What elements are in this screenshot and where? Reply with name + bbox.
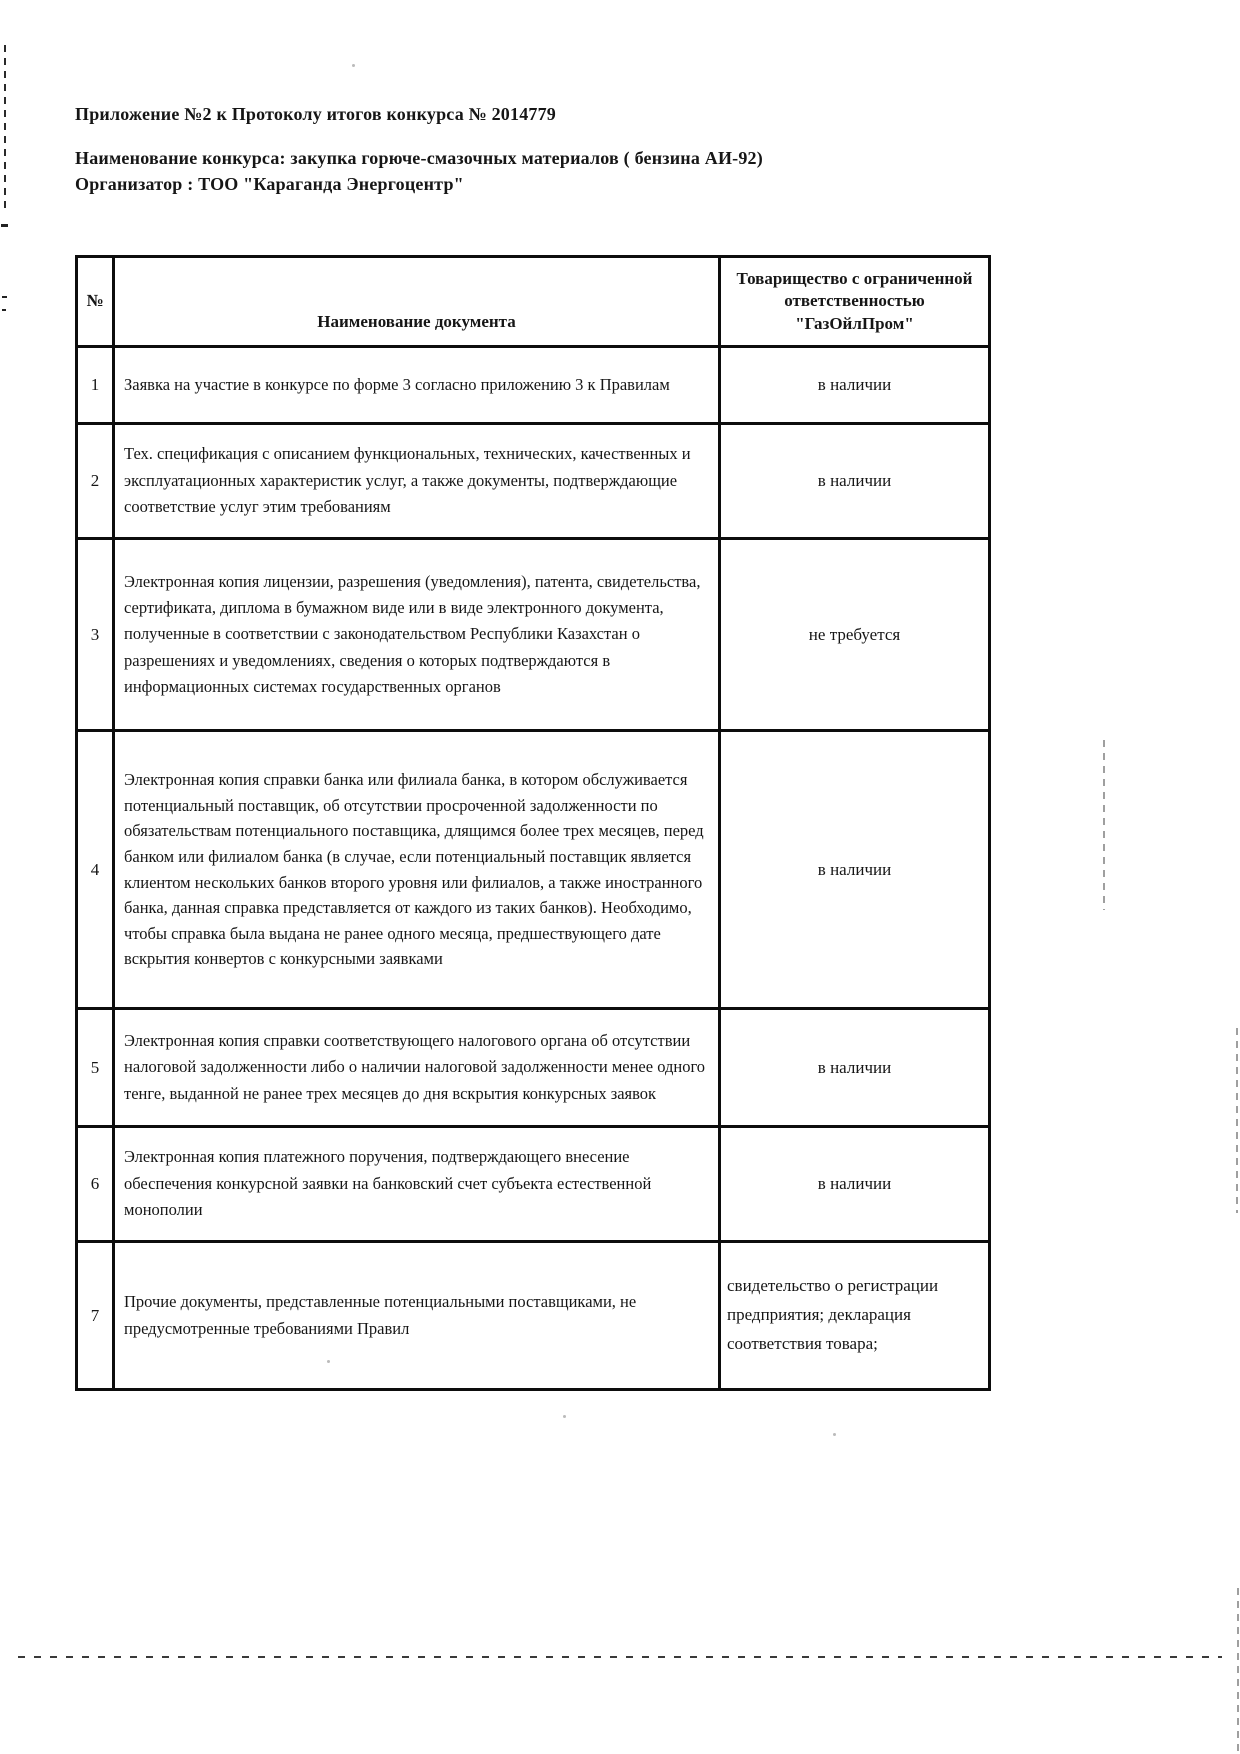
documents-table	[75, 255, 991, 1391]
scan-artifact-left-dash	[2, 309, 6, 311]
status-value: в наличии	[720, 1009, 990, 1127]
scan-artifact-left-dash	[2, 296, 7, 298]
document-name: Электронная копия лицензии, разрешения (уведомления), патента, свидетельства, сертификата, диплома в бумажном виде или в виде электронного документа, полученные в соответствии с законодательством Республики Казахстан о разрешениях и уведомлениях, сведения о которых подтверждаются в информационных системах государственных органов	[114, 539, 720, 731]
table-row	[77, 1242, 990, 1390]
appendix-title: Приложение №2 к Протоколу итогов конкурса № 2014779	[75, 104, 557, 124]
row-number: 5	[77, 1009, 114, 1127]
row-number: 1	[77, 347, 114, 424]
scan-artifact-speck	[833, 1433, 836, 1436]
document-name: Заявка на участие в конкурсе по форме 3 согласно приложению 3 к Правилам	[114, 347, 720, 424]
table-row	[77, 539, 990, 731]
table-row	[77, 731, 990, 1009]
status-value: в наличии	[720, 347, 990, 424]
row-number: 3	[77, 539, 114, 731]
row-number: 7	[77, 1242, 114, 1390]
scan-artifact-right-edge-dashes	[1236, 1028, 1238, 1213]
document-name: Тех. спецификация с описанием функциональных, технических, качественных и эксплуатационных характеристик услуг, а также документы, подтверждающие соответствие услуг этим требованиям	[114, 424, 720, 539]
scan-artifact-left-dashed-line	[4, 45, 6, 210]
header-document-name: Наименование документа	[114, 257, 720, 347]
document-name: Электронная копия справки банка или филиала банка, в котором обслуживается потенциальный поставщик, об отсутствии просроченной задолженности по обязательствам потенциального поставщика, длящимся более трех месяцев, перед банком или филиалом банка (в случае, если потенциальный поставщик является клиентом нескольких банков второго уровня или филиалов, а также иностранного банка, данная справка представляется от каждого из таких банков). Необходимо, чтобы справка была выдана не ранее одного месяца, предшествующего дате вскрытия конвертов с конкурсными заявками	[114, 731, 720, 1009]
scan-artifact-left-dash	[1, 224, 8, 227]
document-name: Электронная копия справки соответствующего налогового органа об отсутствии налоговой задолженности либо о наличии налоговой задолженности менее одного тенге, выданной не ранее трех месяцев до дня вскрытия конкурсных заявок	[114, 1009, 720, 1127]
table-row	[77, 1127, 990, 1242]
header-number: №	[77, 257, 114, 347]
scan-artifact-bottom-dotted-line	[18, 1656, 1222, 1658]
status-value: в наличии	[720, 424, 990, 539]
scan-artifact-right-edge-dashes	[1237, 1588, 1239, 1754]
document-name: Электронная копия платежного поручения, подтверждающего внесение обеспечения конкурсной заявки на банковский счет субъекта естественной монополии	[114, 1127, 720, 1242]
status-value: не требуется	[720, 539, 990, 731]
status-value: в наличии	[720, 1127, 990, 1242]
table-row	[77, 1009, 990, 1127]
organizer-line: Организатор : ТОО "Караганда Энергоцентр"	[75, 174, 464, 194]
table-row	[77, 424, 990, 539]
document-name: Прочие документы, представленные потенциальными поставщиками, не предусмотренные требованиями Правил	[114, 1242, 720, 1390]
row-number: 2	[77, 424, 114, 539]
table-header-row	[77, 257, 990, 347]
contest-name-line: Наименование конкурса: закупка горюче-смазочных материалов ( бензина АИ-92)	[75, 148, 763, 168]
status-value: свидетельство о регистрации предприятия; декларация соответствия товара;	[720, 1242, 990, 1390]
row-number: 4	[77, 731, 114, 1009]
scan-artifact-speck	[563, 1415, 566, 1418]
scan-artifact-right-faint-dotted-line	[1103, 740, 1105, 910]
scan-artifact-speck	[352, 64, 355, 67]
status-value: в наличии	[720, 731, 990, 1009]
table-row	[77, 347, 990, 424]
row-number: 6	[77, 1127, 114, 1242]
header-supplier: Товарищество с ограниченной ответственностью "ГазОйлПром"	[720, 257, 990, 347]
